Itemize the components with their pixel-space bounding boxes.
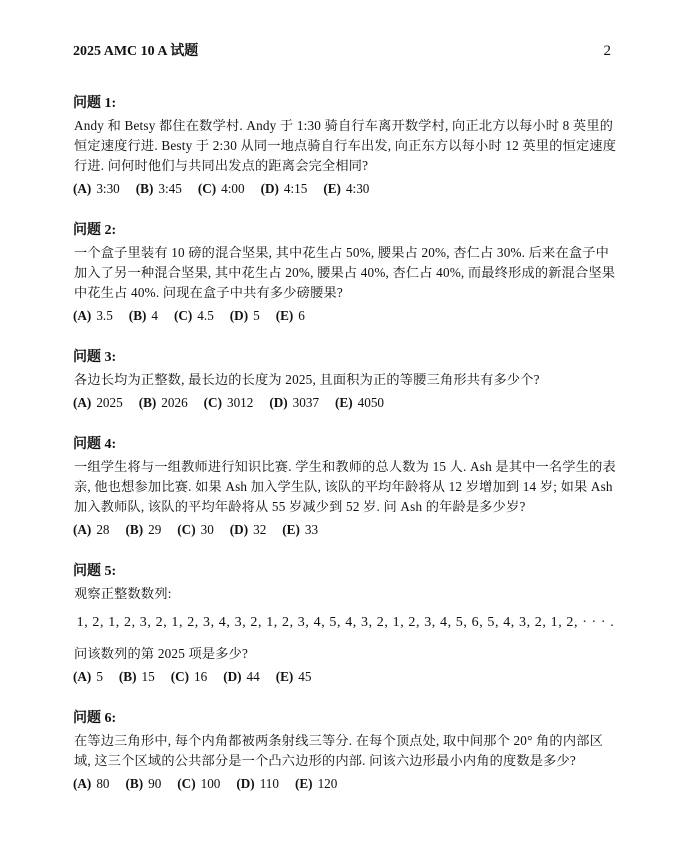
choice-c: (C) 4:00 — [197, 181, 245, 196]
choice-d: (D) 4:15 — [260, 181, 308, 196]
choice-d: (D) 44 — [223, 669, 260, 684]
answer-choices — [73, 393, 618, 413]
choice-b: (B) 29 — [125, 522, 162, 537]
answer-choices — [73, 179, 618, 199]
choice-c: (C) 30 — [177, 522, 214, 537]
problem-3 — [73, 348, 618, 413]
sequence-display: 1, 2, 1, 2, 3, 2, 1, 2, 3, 4, 3, 2, 1, 2, 3, 4, 5, 4, 3, 2, 1, 2, 3, 4, 5, 6, 5, 4, 3, 2, 1, 2, · · · . — [76, 615, 615, 630]
choice-e: (E) 45 — [275, 669, 312, 684]
problem-list — [73, 94, 618, 816]
choice-c: (C) 3012 — [203, 395, 254, 410]
choice-b: (B) 2026 — [138, 395, 188, 410]
problem-title: 问题 2: — [73, 223, 117, 238]
problem-text: 各边长均为正整数, 最长边的长度为 2025, 且面积为正的等腰三角形共有多少个? — [74, 372, 540, 387]
choice-e: (E) 6 — [275, 308, 305, 323]
choice-c: (C) 4.5 — [173, 308, 214, 323]
problem-title: 问题 1: — [73, 96, 117, 111]
choice-b: (B) 90 — [125, 776, 162, 791]
choice-e: (E) 33 — [282, 522, 319, 537]
choice-c: (C) 16 — [170, 669, 208, 684]
problem-text: 在等边三角形中, 每个内角都被两条射线三等分. 在每个顶点处, 取中间那个 20° 角的内部区域, 这三个区域的公共部分是一个凸六边形的内部. 问该六边形最小内角的度数是多少? — [74, 733, 603, 768]
document-title: 2025 AMC 10 A 试题 — [73, 44, 199, 59]
choice-a: (A) 3.5 — [73, 308, 113, 323]
choice-b: (B) 15 — [118, 669, 155, 684]
choice-d: (D) 32 — [229, 522, 267, 537]
choice-c: (C) 100 — [177, 776, 221, 791]
choice-d: (D) 110 — [236, 776, 279, 791]
choice-a: (A) 28 — [73, 522, 110, 537]
problem-5 — [73, 562, 618, 687]
choice-e: (E) 4050 — [335, 395, 384, 410]
choice-e: (E) 4:30 — [323, 181, 370, 196]
problem-title: 问题 3: — [73, 350, 117, 365]
problem-title: 问题 5: — [73, 564, 117, 579]
page-header — [73, 40, 611, 60]
problem-2 — [73, 221, 618, 326]
problem-6 — [73, 709, 618, 794]
choice-a: (A) 5 — [73, 669, 103, 684]
problem-title: 问题 6: — [73, 711, 117, 726]
page-number: 2 — [603, 43, 611, 59]
answer-choices — [73, 667, 618, 687]
choice-a: (A) 80 — [73, 776, 110, 791]
choice-a: (A) 3:30 — [73, 181, 120, 196]
answer-choices — [73, 306, 618, 326]
choice-d: (D) 5 — [229, 308, 260, 323]
problem-text: Andy 和 Betsy 都住在数学村. Andy 于 1:30 骑自行车离开数学村, 向正北方以每小时 8 英里的恒定速度行进. Besty 于 2:30 从同一地点骑自行车出发, 向正东方以每小时 12 英里的恒定速度行进. 问何时他们与共同出发点的距离会完全相同? — [74, 118, 617, 173]
choice-d: (D) 3037 — [269, 395, 320, 410]
choice-e: (E) 120 — [294, 776, 338, 791]
problem-4 — [73, 435, 618, 540]
problem-1 — [73, 94, 618, 199]
choice-a: (A) 2025 — [73, 395, 123, 410]
problem-text: 一组学生将与一组教师进行知识比赛. 学生和教师的总人数为 15 人. Ash 是其中一名学生的表亲, 他也想参加比赛. 如果 Ash 加入学生队, 该队的平均年龄将从 12 岁增加到 14 岁; 如果 Ash 加入教师队, 该队的平均年龄将从 55 岁减少到 52 岁. 问 Ash 的年龄是多少岁? — [74, 459, 616, 514]
answer-choices — [73, 520, 618, 540]
choice-b: (B) 4 — [128, 308, 158, 323]
answer-choices — [73, 774, 618, 794]
problem-text: 一个盒子里装有 10 磅的混合坚果, 其中花生占 50%, 腰果占 20%, 杏仁占 30%. 后来在盒子中加入了另一种混合坚果, 其中花生占 20%, 腰果占 40%, 杏仁占 40%, 而最终形成的新混合坚果中花生占 40%. 问现在盒子中共有多少磅腰果? — [74, 245, 616, 300]
problem-title: 问题 4: — [73, 437, 117, 452]
choice-b: (B) 3:45 — [135, 181, 182, 196]
problem-question: 问该数列的第 2025 项是多少? — [74, 646, 249, 661]
problem-text: 观察正整数数列: — [74, 586, 172, 601]
